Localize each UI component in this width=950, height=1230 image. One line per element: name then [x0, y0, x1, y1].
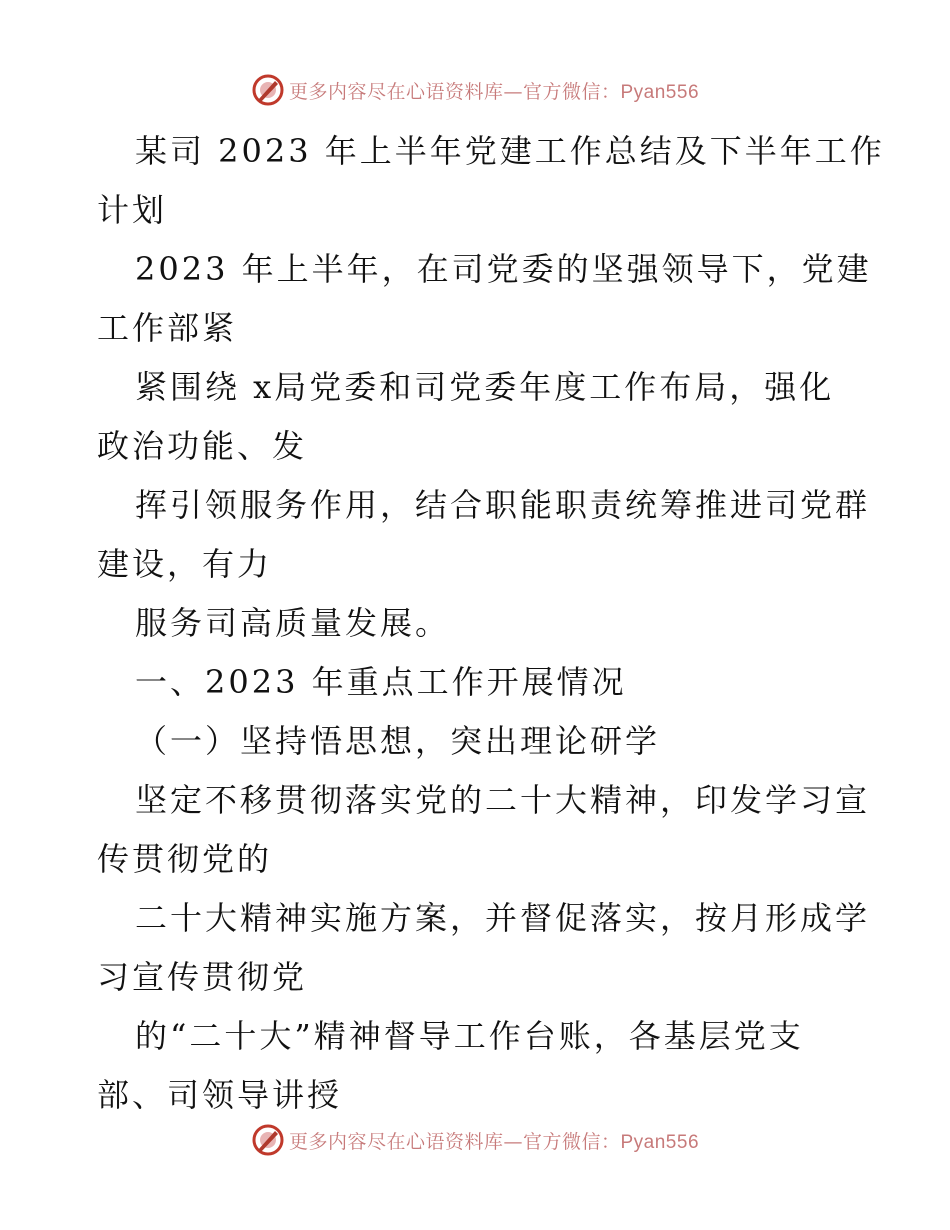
text-line: 二十大精神实施方案，并督促落实，按月形成学: [135, 899, 871, 937]
red-circle-pen-logo-icon: [251, 73, 285, 107]
text-line: 某司 2023 年上半年党建工作总结及下半年工作: [135, 132, 885, 170]
text-line: 部、司领导讲授: [97, 1076, 343, 1114]
watermark-wechat-id: Pyan556: [620, 81, 700, 103]
watermark-banner-top: [0, 68, 950, 112]
watermark-banner-bottom: [0, 1118, 950, 1162]
text-line: 传贯彻党的: [97, 840, 273, 878]
text-line: 的“二十大”精神督导工作台账，各基层党支: [135, 1017, 804, 1055]
document-body: [97, 122, 885, 1125]
watermark-text: 更多内容尽在心语资料库—官方微信：: [288, 1130, 621, 1153]
text-line: 紧围绕 x局党委和司党委年度工作布局，强化: [135, 368, 835, 406]
text-line: 坚定不移贯彻落实党的二十大精神，印发学习宣: [135, 781, 871, 819]
text-line: 2023 年上半年，在司党委的坚强领导下，党建: [135, 250, 872, 288]
watermark-text: 更多内容尽在心语资料库—官方微信：: [288, 80, 621, 103]
red-circle-pen-logo-icon: [251, 1123, 285, 1157]
text-line: 计划: [97, 191, 168, 229]
text-line: 习宣传贯彻党: [97, 958, 308, 996]
text-line: 一、2023 年重点工作开展情况: [135, 663, 627, 701]
text-line: 工作部紧: [97, 309, 238, 347]
text-line: 服务司高质量发展。: [135, 604, 451, 642]
text-line: 政治功能、发: [97, 427, 308, 465]
text-line: （一）坚持悟思想，突出理论研学: [135, 722, 661, 760]
text-line: 挥引领服务作用，结合职能职责统筹推进司党群: [135, 486, 871, 524]
watermark-wechat-id: Pyan556: [620, 1131, 700, 1153]
text-line: 建设，有力: [97, 545, 273, 583]
